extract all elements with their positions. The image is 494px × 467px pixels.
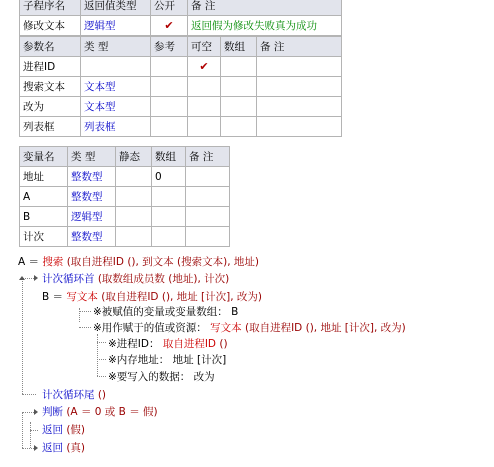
param-type-cell[interactable]: 列表框 (81, 117, 151, 137)
subprogram-table (19, 0, 342, 36)
sub-comment-branch-2 (97, 359, 106, 360)
code-line-6[interactable] (108, 337, 228, 351)
table-row[interactable] (20, 227, 230, 247)
code-token-args: (A ＝ 0 或 B ＝ 假) (63, 406, 158, 418)
param-nullable-cell[interactable] (188, 117, 221, 137)
var-array-cell[interactable]: 0 (152, 167, 186, 187)
table-row[interactable] (20, 207, 230, 227)
var-type-cell[interactable]: 整数型 (68, 187, 116, 207)
sub-comment-tree-line (97, 334, 98, 376)
param-name-cell[interactable]: 进程ID (20, 57, 81, 77)
var-static-cell[interactable] (116, 167, 152, 187)
param-type-cell[interactable] (81, 57, 151, 77)
nullable-check-icon[interactable]: ✔ (188, 57, 221, 77)
param-remark-cell[interactable] (257, 97, 342, 117)
param-remark-cell[interactable] (257, 57, 342, 77)
header-param-remark: 备 注 (257, 37, 342, 57)
public-check-icon[interactable]: ✔ (151, 16, 188, 36)
param-type-cell[interactable]: 文本型 (81, 77, 151, 97)
param-ref-cell[interactable] (151, 57, 188, 77)
table-row[interactable] (20, 77, 342, 97)
code-line-3[interactable] (42, 290, 262, 304)
var-static-cell[interactable] (116, 227, 152, 247)
code-line-10[interactable] (42, 405, 158, 419)
return-type-cell[interactable]: 逻辑型 (81, 16, 151, 36)
if-arrow-icon (34, 409, 38, 415)
var-static-cell[interactable] (116, 207, 152, 227)
code-token-args: () (94, 389, 107, 401)
code-token-assign: A ＝ (18, 256, 43, 268)
header-param-nullable: 可空 (188, 37, 221, 57)
param-remark-cell[interactable] (257, 117, 342, 137)
header-var-array: 数组 (152, 147, 186, 167)
code-token-return: 返回 (42, 442, 63, 454)
code-comment: ※进程ID： (108, 338, 163, 350)
code-token-args: (取自进程ID (), 到文本 (搜索文本), 地址) (63, 256, 259, 268)
header-public: 公开 (151, 0, 188, 16)
code-token-loop-end: 计次循环尾 (42, 389, 95, 401)
code-line-7[interactable] (108, 353, 226, 367)
header-param-type: 类 型 (81, 37, 151, 57)
code-line-2[interactable] (42, 272, 229, 286)
code-token-if: 判断 (42, 406, 63, 418)
code-comment: ※内存地址： 地址 [计次] (108, 354, 227, 366)
code-line-9[interactable] (42, 388, 106, 402)
code-token-args: (取数组成员数 (地址), 计次) (94, 273, 230, 285)
code-editor[interactable] (0, 250, 494, 467)
code-token-args: (假) (63, 424, 86, 436)
subprogram-row[interactable] (20, 16, 342, 36)
code-token-write-text: 写文本 (210, 322, 242, 334)
code-comment: ※被赋值的变量或变量数组： B (93, 306, 239, 318)
if-flow-line (22, 412, 23, 448)
param-array-cell[interactable] (221, 117, 257, 137)
header-return-type: 返回值类型 (81, 0, 151, 16)
code-comment: ※用作赋于的值或资源： (93, 322, 211, 334)
param-ref-cell[interactable] (151, 117, 188, 137)
code-comment: ※要写入的数据： 改为 (108, 371, 215, 383)
remark-cell[interactable]: 返回假为修改失败真为成功 (188, 16, 342, 36)
subprogram-header-row (20, 0, 342, 16)
code-token-args: (取自进程ID (), 地址 [计次], 改为) (241, 322, 406, 334)
var-array-cell[interactable] (152, 207, 186, 227)
comment-branch-1 (79, 311, 91, 312)
return-false-connector (30, 430, 38, 431)
var-type-cell[interactable]: 整数型 (68, 167, 116, 187)
code-token-args: () (216, 338, 228, 350)
code-token-args: (取自进程ID (), 地址 [计次], 改为) (97, 291, 263, 303)
var-remark-cell[interactable] (186, 207, 230, 227)
code-line-5[interactable] (93, 321, 406, 335)
code-token-write-text: 写文本 (66, 291, 98, 303)
param-array-cell[interactable] (221, 57, 257, 77)
header-param-ref: 参考 (151, 37, 188, 57)
header-remark: 备 注 (188, 0, 342, 16)
param-nullable-cell[interactable] (188, 77, 221, 97)
var-remark-cell[interactable] (186, 227, 230, 247)
code-line-1[interactable] (18, 255, 259, 269)
parameter-table (19, 36, 342, 137)
header-var-remark: 备 注 (186, 147, 230, 167)
loop-start-arrow-icon (34, 275, 38, 281)
param-array-cell[interactable] (221, 77, 257, 97)
header-param-array: 数组 (221, 37, 257, 57)
header-var-static: 静态 (116, 147, 152, 167)
code-token-get-pid: 取自进程ID (162, 338, 217, 350)
var-type-cell[interactable]: 逻辑型 (68, 207, 116, 227)
var-name-cell[interactable]: 计次 (20, 227, 68, 247)
header-var-name: 变量名 (20, 147, 68, 167)
sub-comment-branch-1 (97, 342, 106, 343)
sub-name-cell[interactable]: 修改文本 (20, 16, 81, 36)
param-name-cell[interactable]: 列表框 (20, 117, 81, 137)
table-row[interactable] (20, 167, 230, 187)
param-array-cell[interactable] (221, 97, 257, 117)
table-row[interactable] (20, 97, 342, 117)
header-sub-name: 子程序名 (20, 0, 81, 16)
param-ref-cell[interactable] (151, 77, 188, 97)
loop-end-connector (22, 394, 36, 395)
comment-branch-2 (79, 327, 91, 328)
table-row[interactable] (20, 187, 230, 207)
code-token-loop-start: 计次循环首 (42, 273, 95, 285)
header-param-name: 参数名 (20, 37, 81, 57)
return-true-arrow-icon (34, 445, 38, 451)
parameter-header-row (20, 37, 342, 57)
code-line-11[interactable] (42, 423, 85, 437)
param-ref-cell[interactable] (151, 97, 188, 117)
code-token-search: 搜索 (42, 256, 64, 268)
param-type-cell[interactable]: 文本型 (81, 97, 151, 117)
header-var-type: 类 型 (68, 147, 116, 167)
table-row[interactable] (20, 57, 342, 77)
variable-table (19, 146, 230, 247)
var-type-cell[interactable]: 整数型 (68, 227, 116, 247)
var-name-cell[interactable]: 地址 (20, 167, 68, 187)
code-line-8[interactable] (108, 370, 215, 384)
param-name-cell[interactable]: 搜索文本 (20, 77, 81, 97)
param-name-cell[interactable]: 改为 (20, 97, 81, 117)
variable-header-row (20, 147, 230, 167)
loop-back-arrow-icon (19, 276, 25, 280)
return-branch-line (30, 422, 31, 448)
param-remark-cell[interactable] (257, 77, 342, 97)
var-remark-cell[interactable] (186, 187, 230, 207)
var-array-cell[interactable] (152, 227, 186, 247)
code-token-args: (真) (63, 442, 86, 454)
var-array-cell[interactable] (152, 187, 186, 207)
param-nullable-cell[interactable] (188, 97, 221, 117)
code-token-assign: B ＝ (42, 291, 67, 303)
loop-flow-line (22, 278, 23, 394)
var-remark-cell[interactable] (186, 167, 230, 187)
var-name-cell[interactable]: B (20, 207, 68, 227)
var-static-cell[interactable] (116, 187, 152, 207)
code-token-return: 返回 (42, 424, 63, 436)
sub-comment-branch-3 (97, 376, 106, 377)
var-name-cell[interactable]: A (20, 187, 68, 207)
code-line-4[interactable] (93, 305, 238, 319)
table-row[interactable] (20, 117, 342, 137)
code-line-12[interactable] (42, 441, 85, 455)
